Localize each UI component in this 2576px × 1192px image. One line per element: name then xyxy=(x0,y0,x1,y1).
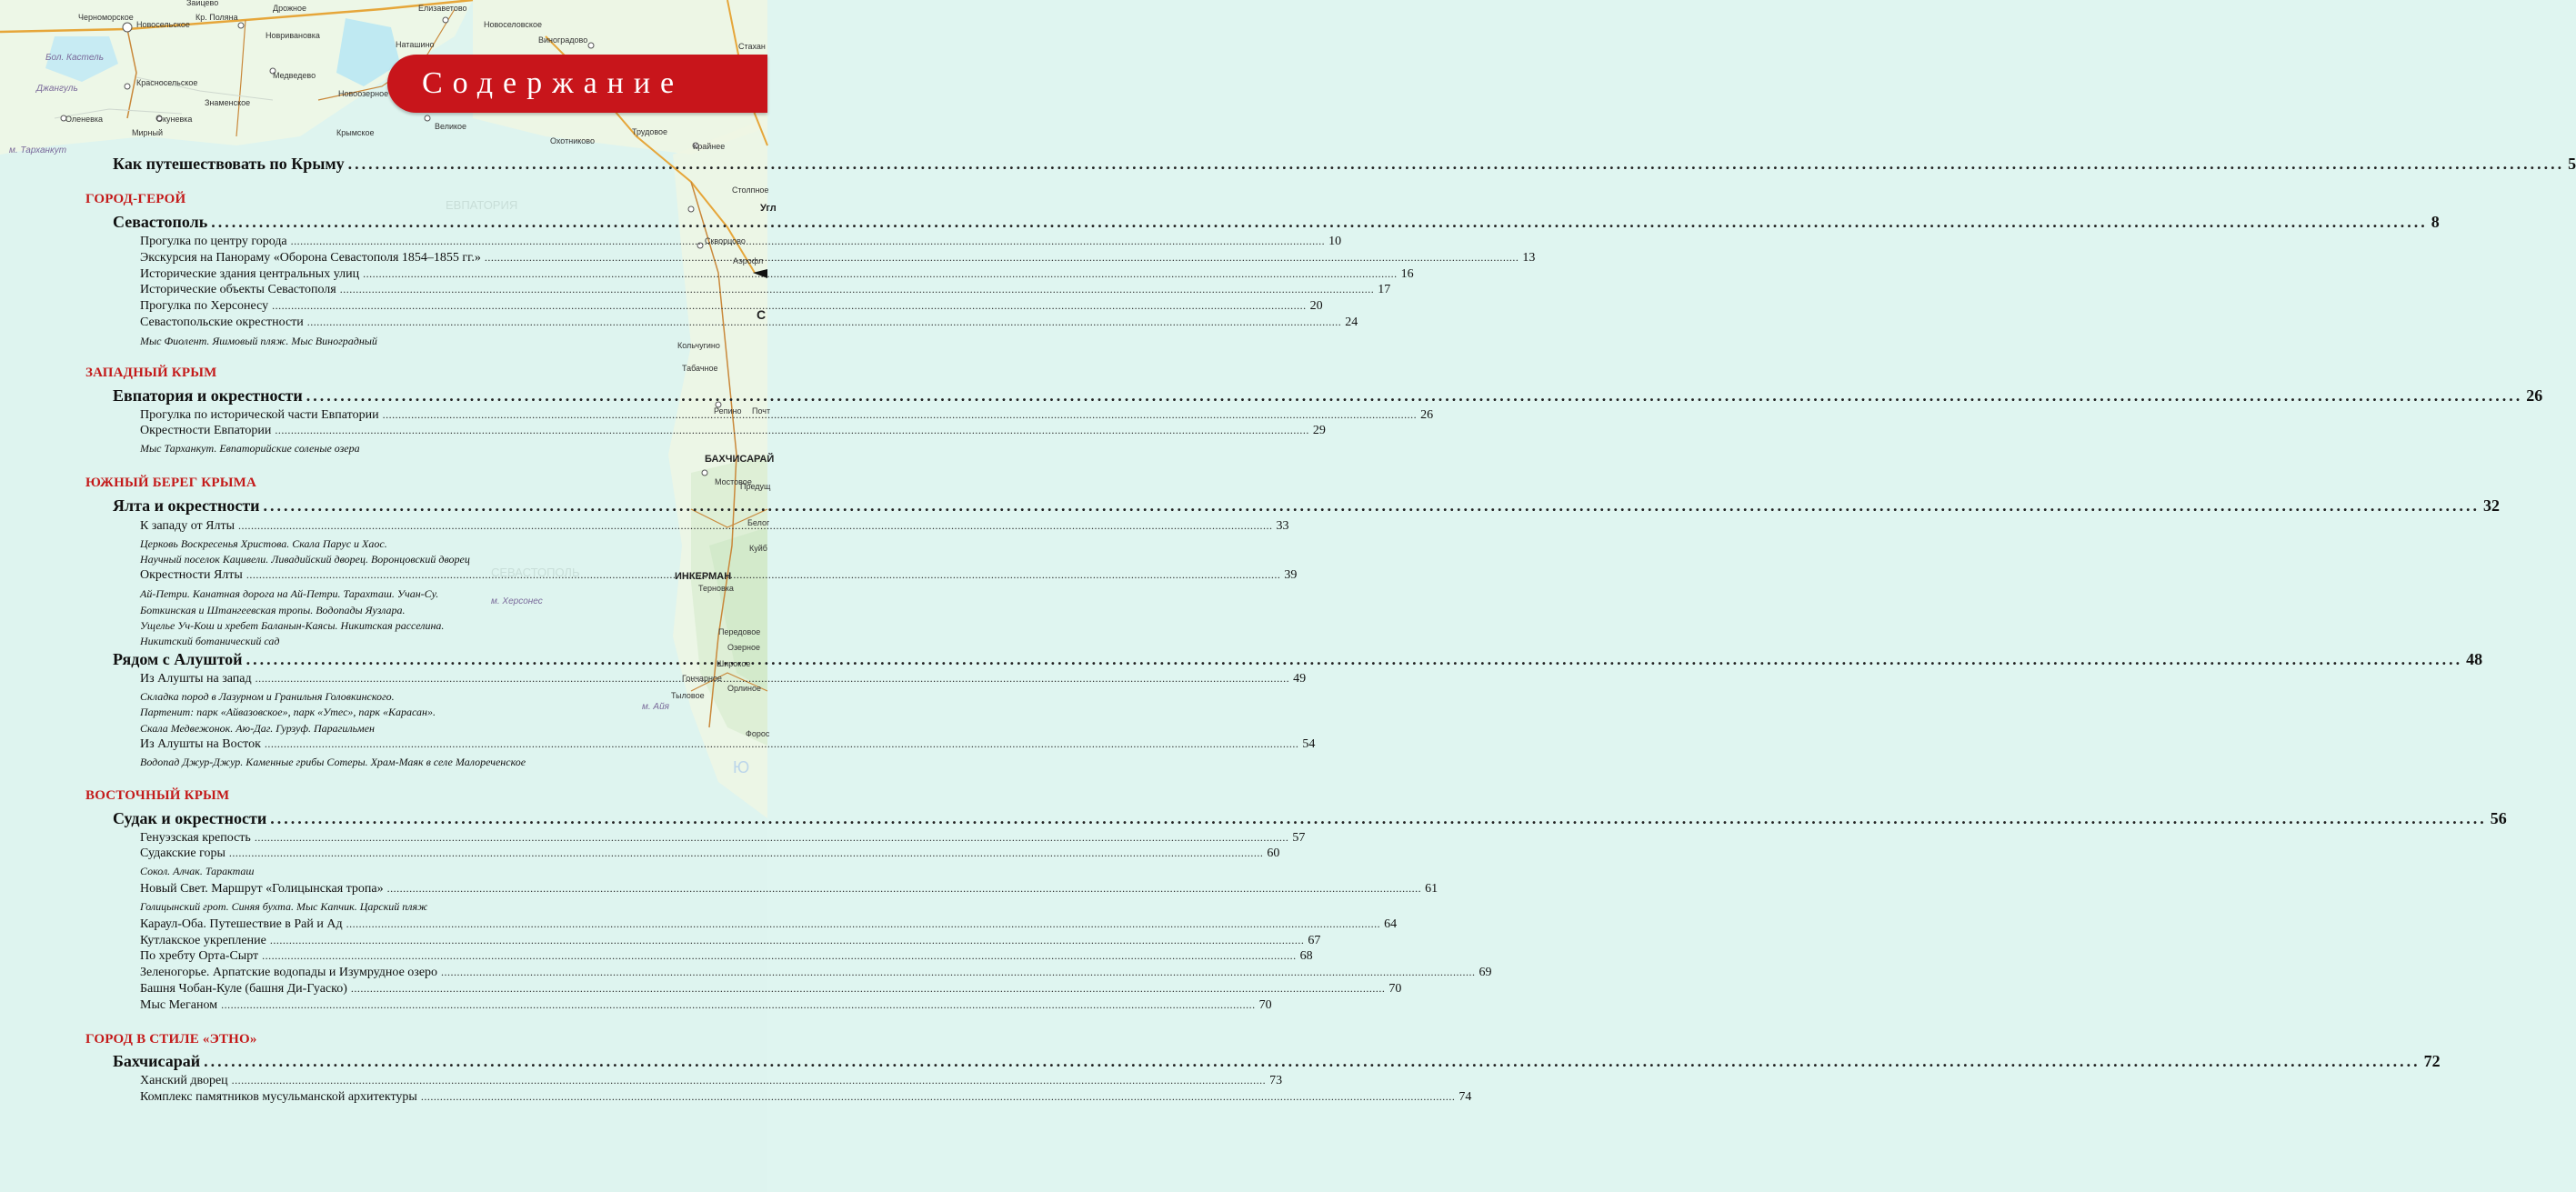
toc-chapter-title: Рядом с Алуштой xyxy=(113,650,243,668)
dot-leader xyxy=(383,408,1418,422)
toc-chapter-title: Бахчисарай xyxy=(113,1052,201,1070)
map-label: Скворцово xyxy=(705,236,746,245)
toc-item-page: 16 xyxy=(1400,267,1414,281)
map-label: Широкое xyxy=(717,659,751,668)
dot-leader xyxy=(387,882,1422,896)
dot-leader xyxy=(351,982,1386,996)
map-label: С xyxy=(757,307,767,322)
toc-chapter-page: 48 xyxy=(2466,650,2483,668)
toc-item-title: Из Алушты на запад xyxy=(140,672,252,686)
toc-item-page: 26 xyxy=(1420,408,1434,422)
map-label: Форос xyxy=(746,729,770,738)
toc-note: Голицынский грот. Синяя бухта. Мыс Капчик. Царский пляж xyxy=(140,900,428,913)
toc-note: Мыс Фиолент. Яшмовый пляж. Мыс Виноградный xyxy=(140,335,377,347)
toc-item-page: 13 xyxy=(1522,251,1536,265)
toc-item xyxy=(140,1074,1283,1088)
dot-leader xyxy=(363,267,1398,281)
toc-item-page: 20 xyxy=(1309,299,1323,313)
map-label: Красносельское xyxy=(136,78,198,87)
map-label: Оленевка xyxy=(65,115,104,124)
dot-leader xyxy=(238,519,1273,533)
toc-item xyxy=(140,1090,1472,1105)
toc-chapter-title: Судак и окрестности xyxy=(113,809,267,827)
map-label: Медведево xyxy=(273,71,316,80)
map-label: Передовое xyxy=(718,627,761,636)
toc-item-page: 39 xyxy=(1284,568,1298,582)
toc-item-page: 10 xyxy=(1328,235,1342,248)
map-label: Предущ xyxy=(740,482,771,491)
dot-leader xyxy=(211,213,2428,232)
toc-item-page: 61 xyxy=(1425,882,1438,896)
toc-item-page: 49 xyxy=(1293,672,1307,686)
map-label: Кр. Поляна xyxy=(195,13,238,22)
dot-leader xyxy=(229,846,1264,860)
toc-chapter xyxy=(113,386,2543,406)
toc-note: Партенит: парк «Айвазовское», парк «Утес», парк «Карасан». xyxy=(140,706,436,718)
map-label: м. Айя xyxy=(642,702,669,712)
map-label: Орлиное xyxy=(727,684,761,693)
map-label: Знаменское xyxy=(205,98,251,107)
toc-item xyxy=(140,846,1280,861)
map-label: Дрожное xyxy=(273,4,307,13)
dot-leader xyxy=(262,949,1297,963)
toc-item-title: Экскурсия на Панораму «Оборона Севастополя 1854–1855 гг.» xyxy=(140,251,481,265)
toc-item xyxy=(140,299,1323,314)
toc-item-title: Новый Свет. Маршрут «Голицынская тропа» xyxy=(140,882,384,896)
toc-chapter xyxy=(113,213,2440,232)
map-label: Заицево xyxy=(186,0,219,7)
toc-item-title: Комплекс памятников мусульманской архитектуры xyxy=(140,1090,417,1104)
toc-item-title: Судакские горы xyxy=(140,846,226,860)
map-label: Новоселовское xyxy=(484,20,542,29)
toc-item xyxy=(140,737,1316,752)
toc-item-title: Караул-Оба. Путешествие в Рай и Ад xyxy=(140,917,343,931)
map-label: Стахан xyxy=(738,42,766,51)
toc-item xyxy=(140,831,1306,846)
toc-note: Ущелье Уч-Кош и хребет Баланын-Каясы. Никитская расселина. xyxy=(140,619,445,632)
page-title: Содержание xyxy=(387,55,767,113)
dot-leader xyxy=(275,424,1309,437)
dot-leader xyxy=(421,1090,1456,1104)
map-label: Новоозерное xyxy=(338,89,389,98)
map-label: Великое xyxy=(435,122,467,131)
dot-leader xyxy=(204,1052,2421,1071)
map-label: Новосельское xyxy=(136,20,190,29)
map-label: Мирный xyxy=(132,128,163,137)
map-label: Тыловое xyxy=(671,691,705,700)
toc-intro xyxy=(113,155,2576,174)
toc-item-title: Окрестности Ялты xyxy=(140,568,243,582)
map-label: Окуневка xyxy=(156,115,193,124)
toc-note: Ай-Петри. Канатная дорога на Ай-Петри. Тарахташ. Учан-Су. xyxy=(140,587,439,600)
section-heading: ВОСТОЧНЫЙ КРЫМ xyxy=(85,788,230,803)
dot-leader xyxy=(246,650,2463,669)
toc-item xyxy=(140,283,1391,297)
map-label: ЕВПАТОРИЯ xyxy=(446,198,518,212)
map-label: БАХЧИСАРАЙ xyxy=(705,454,775,465)
map-label: Виноградово xyxy=(538,35,588,45)
map-label: Охотниково xyxy=(550,136,595,145)
toc-chapter xyxy=(113,809,2507,828)
toc-item-title: Мыс Меганом xyxy=(140,998,218,1012)
map-label: Озерное xyxy=(727,643,761,652)
toc-note: Сокол. Алчак. Таракташ xyxy=(140,865,255,877)
dot-leader xyxy=(291,235,1326,248)
map-label: Новривановка xyxy=(266,31,320,40)
toc-item xyxy=(140,966,1492,980)
map-label: Мостовое xyxy=(715,477,752,486)
toc-item-page: 54 xyxy=(1302,737,1316,751)
toc-item-page: 29 xyxy=(1312,424,1326,437)
toc-chapter-title: Ялта и окрестности xyxy=(113,496,260,515)
toc-item xyxy=(140,949,1313,964)
dot-leader xyxy=(232,1074,1267,1087)
toc-chapter-page: 26 xyxy=(2526,386,2543,405)
map-label: Трудовое xyxy=(632,127,668,136)
toc-note: Скала Медвежонок. Аю-Даг. Гурзуф. Парагильмен xyxy=(140,722,375,735)
toc-item xyxy=(140,998,1272,1013)
toc-item-title: Из Алушты на Восток xyxy=(140,737,261,751)
toc-item-title: Исторические объекты Севастополя xyxy=(140,283,336,296)
toc-item xyxy=(140,917,1398,932)
toc-item-title: Прогулка по Херсонесу xyxy=(140,299,269,313)
map-label: Белог xyxy=(747,518,770,527)
toc-item-page: 73 xyxy=(1269,1074,1283,1087)
toc-note: Никитский ботанический сад xyxy=(140,635,280,647)
dot-leader xyxy=(265,737,1299,751)
section-heading: ГОРОД-ГЕРОЙ xyxy=(85,192,186,206)
toc-item-title: Кутлакское укрепление xyxy=(140,934,266,947)
toc-note: Водопад Джур-Джур. Каменные грибы Сотеры. Храм-Маяк в селе Малореченское xyxy=(140,756,526,768)
map-label: Столпное xyxy=(732,185,769,195)
toc-chapter xyxy=(113,1052,2441,1071)
toc-item-title: Севастопольские окрестности xyxy=(140,316,304,329)
toc-item-page: 70 xyxy=(1258,998,1272,1012)
toc-intro-title: Как путешествовать по Крыму xyxy=(113,155,345,173)
toc-note: Научный поселок Кацивели. Ливадийский дворец. Воронцовский дворец xyxy=(140,553,470,566)
map-label: СЕВАСТОПОЛЬ xyxy=(491,566,580,579)
toc-item xyxy=(140,316,1358,330)
dot-leader xyxy=(270,934,1305,947)
toc-item-title: Прогулка по центру города xyxy=(140,235,287,248)
toc-item-page: 64 xyxy=(1384,917,1398,931)
dot-leader xyxy=(264,496,2481,516)
map-label: ИНКЕРМАН xyxy=(675,571,732,582)
toc-item-page: 69 xyxy=(1478,966,1492,979)
map-label: Гончарное xyxy=(682,674,722,683)
map-label: Аэрофл xyxy=(733,256,764,265)
toc-item-title: К западу от Ялты xyxy=(140,519,236,533)
toc-chapter-page: 32 xyxy=(2483,496,2501,515)
dot-leader xyxy=(306,386,2523,406)
toc-item-page: 68 xyxy=(1299,949,1313,963)
toc-item-page: 24 xyxy=(1345,316,1358,329)
toc-item-title: Прогулка по исторической части Евпатории xyxy=(140,408,379,422)
dot-leader xyxy=(272,299,1307,313)
dot-leader xyxy=(270,809,2487,828)
dot-leader xyxy=(441,966,1476,979)
dot-leader xyxy=(307,316,1342,329)
toc-chapter-title: Севастополь xyxy=(113,213,208,231)
map-label: Табачное xyxy=(682,364,718,373)
toc-item-title: Окрестности Евпатории xyxy=(140,424,272,437)
toc-item xyxy=(140,424,1326,438)
map-label: Терновка xyxy=(698,584,734,593)
map-label: Почт xyxy=(752,406,771,416)
toc-chapter-title: Евпатория и окрестности xyxy=(113,386,303,405)
map-label: Черноморское xyxy=(78,13,134,22)
dot-leader xyxy=(348,155,2565,174)
toc-intro-page: 5 xyxy=(2568,155,2576,173)
toc-item xyxy=(140,882,1438,897)
toc-item-title: Башня Чобан-Куле (башня Ди-Гуаско) xyxy=(140,982,347,996)
toc-item-page: 67 xyxy=(1308,934,1321,947)
toc-item-page: 70 xyxy=(1388,982,1402,996)
toc-note: Боткинская и Штангеевская тропы. Водопады Яузлара. xyxy=(140,604,406,616)
map-label: Джангуль xyxy=(36,84,78,94)
dot-leader xyxy=(255,831,1289,845)
toc-note: Церковь Воскресенья Христова. Скала Парус и Хаос. xyxy=(140,537,387,550)
dot-leader xyxy=(346,917,1381,931)
map-label: м. Херсонес xyxy=(491,596,543,606)
toc-chapter-page: 56 xyxy=(2490,809,2507,827)
dot-leader xyxy=(221,998,1256,1012)
map-label: Ю xyxy=(733,758,750,776)
section-heading: ГОРОД В СТИЛЕ «ЭТНО» xyxy=(85,1032,257,1047)
toc-item-title: Ханский дворец xyxy=(140,1074,228,1087)
dot-leader xyxy=(246,568,1281,582)
map-label: Угл xyxy=(760,203,777,214)
toc-item-title: Зеленогорье. Арпатские водопады и Изумрудное озеро xyxy=(140,966,438,979)
toc-chapter xyxy=(113,496,2501,516)
toc-chapter-page: 8 xyxy=(2431,213,2440,231)
map-label: Крайнее xyxy=(693,142,726,151)
toc-note: Мыс Тарханкут. Евпаторийские соленые озера xyxy=(140,442,360,455)
toc-item-page: 17 xyxy=(1378,283,1391,296)
map-label: Куйб xyxy=(749,544,767,553)
toc-chapter-page: 72 xyxy=(2423,1052,2441,1070)
toc-note: Складка пород в Лазурном и Гранильня Головкинского. xyxy=(140,690,395,703)
map-label: Репино xyxy=(714,406,742,416)
toc-item-title: По хребту Орта-Сырт xyxy=(140,949,259,963)
toc-item-page: 57 xyxy=(1292,831,1306,845)
toc-item-title: Исторические здания центральных улиц xyxy=(140,267,360,281)
map-label: Кольчугино xyxy=(677,341,720,350)
toc-item-page: 60 xyxy=(1267,846,1280,860)
dot-leader xyxy=(256,672,1290,686)
map-label: Елизаветово xyxy=(418,4,467,13)
toc-item-title: Генуэзская крепость xyxy=(140,831,251,845)
toc-item-page: 33 xyxy=(1276,519,1289,533)
toc-item xyxy=(140,982,1402,997)
map-label: м. Тарханкут xyxy=(9,145,67,155)
dot-leader xyxy=(340,283,1375,296)
dot-leader xyxy=(485,251,1519,265)
section-heading: ЮЖНЫЙ БЕРЕГ КРЫМА xyxy=(85,476,257,490)
map-label: Крымское xyxy=(336,128,375,137)
toc-item-page: 74 xyxy=(1458,1090,1472,1104)
section-heading: ЗАПАДНЫЙ КРЫМ xyxy=(85,366,217,380)
toc-item xyxy=(140,267,1414,282)
map-label: Бол. Кастель xyxy=(45,53,104,63)
toc-item xyxy=(140,934,1321,948)
map-label: Наташино xyxy=(396,40,435,49)
